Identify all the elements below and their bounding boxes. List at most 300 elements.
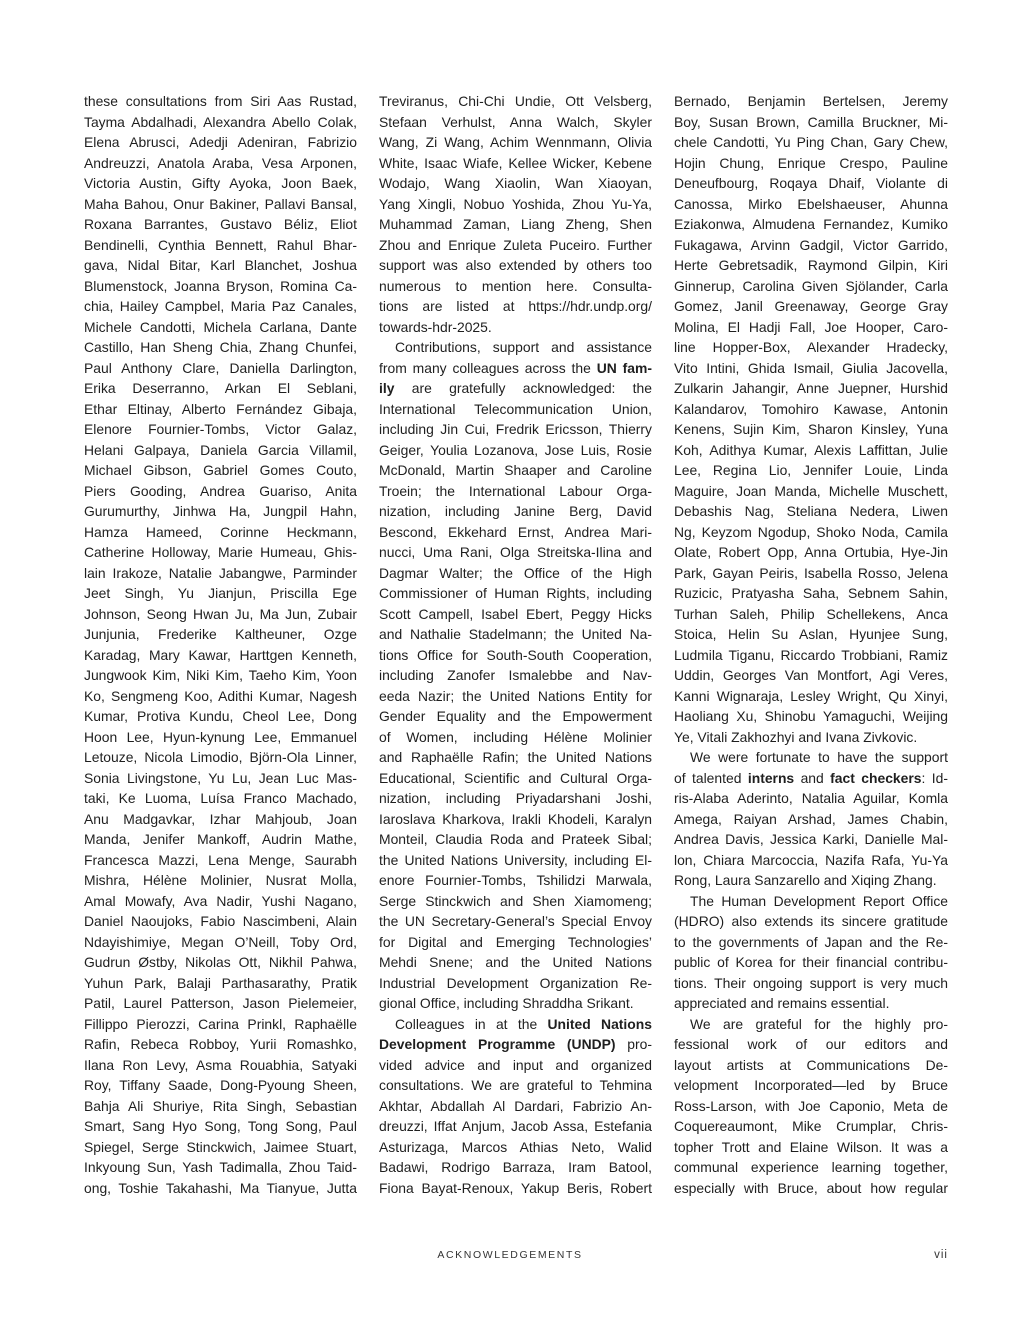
text-line <box>379 993 652 1014</box>
text-line <box>84 378 357 399</box>
text-line <box>84 460 357 481</box>
text-segment: Iaroslava Kharkova, Irakli Khodeli, Karalyn <box>379 810 652 827</box>
text-line <box>674 173 948 194</box>
text-segment: for Digital and Emerging Technologies’ <box>379 933 652 950</box>
text-segment: Maguire, Joan Manda, Michelle Muschett, <box>674 482 948 499</box>
text-segment: Jungwook Kim, Niki Kim, Taeho Kim, Yoon <box>84 667 357 683</box>
text-segment: Letouze, Nicola Limodio, Björn-Ola Linner, <box>84 749 357 765</box>
text-segment: Troein; the International Labour Orga- <box>379 482 652 499</box>
text-segment: Lee, Regina Lio, Jennifer Louie, Linda <box>674 462 948 478</box>
text-segment: and Raphaëlle Rafin; the United Nations <box>379 749 652 765</box>
text-line <box>674 522 948 543</box>
text-line <box>674 624 948 645</box>
text-segment: the UN Secretary-General’s Special Envoy <box>379 913 652 929</box>
text-line <box>84 624 357 645</box>
text-line <box>674 686 948 707</box>
text-line <box>379 583 652 604</box>
text-line <box>379 624 652 645</box>
text-line <box>674 1157 948 1178</box>
text-line <box>84 358 357 379</box>
text-line <box>674 829 948 850</box>
text-line <box>379 768 652 789</box>
text-segment: : Id- <box>921 769 948 786</box>
text-segment: Contributions, support and assistance <box>395 339 652 355</box>
bold-text-segment: United Nations <box>547 1015 652 1032</box>
text-segment: Patil, Laurel Patterson, Jason Pielemeier, <box>84 995 357 1011</box>
text-line <box>674 604 948 625</box>
text-segment: Gudrun Østby, Nikolas Ott, Nikhil Pahwa, <box>84 954 357 970</box>
text-segment: Erika Deserranno, Arkan El Seblani, <box>84 380 357 396</box>
text-segment: velopment Incorporated—led by Bruce <box>674 1077 948 1093</box>
text-segment: appreciated and remains essential. <box>674 995 890 1011</box>
text-line <box>674 255 948 276</box>
text-line <box>674 1055 948 1076</box>
text-segment: Catherine Holloway, Marie Humeau, Ghis- <box>84 544 357 560</box>
text-line <box>674 1116 948 1137</box>
text-line <box>674 645 948 666</box>
text-line <box>84 809 357 830</box>
text-segment: Ilana Ron Levy, Asma Rouabhia, Satyaki <box>84 1056 357 1073</box>
bold-text-segment: ily <box>379 380 395 396</box>
text-segment: Maha Bahou, Onur Bakiner, Pallavi Bansal, <box>84 195 357 212</box>
text-segment: Educational, Scientific and Cultural Orga- <box>379 769 652 786</box>
text-segment: International Telecommunication Union, <box>379 400 652 417</box>
text-line <box>84 686 357 707</box>
text-line <box>84 1034 357 1055</box>
text-line <box>674 911 948 932</box>
text-line <box>379 460 652 481</box>
text-segment: Smart, Sang Hyo Song, Tong Song, Paul <box>84 1118 357 1134</box>
text-line <box>379 542 652 563</box>
text-line <box>84 665 357 686</box>
text-segment: Eziakonwa, Almudena Fernandez, Kumiko <box>674 216 948 232</box>
text-line <box>379 132 652 153</box>
text-segment: Tayma Abdalhadi, Alexandra Abello Colak, <box>84 113 357 130</box>
text-line <box>379 419 652 440</box>
text-segment: Uddin, Georges Van Montfort, Agi Veres, <box>674 667 948 683</box>
text-line <box>84 296 357 317</box>
text-segment: gava, Nidal Bitar, Karl Blanchet, Joshua <box>84 257 357 273</box>
text-line <box>674 296 948 317</box>
text-line <box>84 1096 357 1117</box>
text-line <box>84 1116 357 1137</box>
text-segment: Kenens, Sujin Kim, Sharon Kinsley, Yuna <box>674 421 948 437</box>
text-line <box>674 583 948 604</box>
text-line <box>379 1014 652 1035</box>
text-segment: Spiegel, Serge Stinckwich, Jaimee Stuart, <box>84 1138 357 1155</box>
text-line <box>379 1157 652 1178</box>
text-line <box>84 255 357 276</box>
text-line <box>379 870 652 891</box>
text-line <box>379 1034 652 1055</box>
text-line <box>84 419 357 440</box>
text-segment: Herte Gebretsadik, Raymond Gilpin, Kiri <box>674 257 948 273</box>
text-segment: ong, Toshie Takahashi, Ma Tianyue, Jutta <box>84 1179 357 1196</box>
text-line <box>379 173 652 194</box>
text-line <box>674 419 948 440</box>
text-line <box>84 1075 357 1096</box>
text-line <box>674 665 948 686</box>
text-segment: Sonia Livingstone, Yu Lu, Jean Luc Mas- <box>84 769 357 786</box>
text-line <box>84 522 357 543</box>
text-line <box>674 1178 948 1199</box>
text-line <box>674 809 948 830</box>
text-segment: Bendinelli, Cynthia Bennett, Rahul Bhar- <box>84 236 357 253</box>
text-line <box>84 214 357 235</box>
text-line <box>674 337 948 358</box>
text-line <box>84 973 357 994</box>
text-segment: Elena Abrusci, Adedji Adeniran, Fabrizio <box>84 134 357 150</box>
text-segment: public of Korea for their financial contribu- <box>674 954 948 970</box>
text-segment: Amega, Raiyan Arshad, James Chabin, <box>674 810 948 827</box>
text-segment: Rafin, Rebeca Robboy, Yurii Romashko, <box>84 1036 357 1052</box>
text-line <box>379 747 652 768</box>
text-segment: Monteil, Claudia Roda and Prateek Sibal; <box>379 831 652 847</box>
text-line <box>84 850 357 871</box>
text-segment: Park, Gayan Peiris, Isabella Rosso, Jelena <box>674 564 948 581</box>
text-line <box>379 850 652 871</box>
text-line <box>379 501 652 522</box>
text-segment: lon, Chiara Marcoccia, Nazifa Rafa, Yu-Ya <box>674 851 948 868</box>
text-segment: Dagmar Walter; the Office of the High <box>379 564 652 581</box>
text-line <box>674 112 948 133</box>
text-segment: Rong, Laura Sanzarello and Xiqing Zhang. <box>674 872 937 888</box>
text-line <box>379 952 652 973</box>
bold-text-segment: Development Programme (UNDP) <box>379 1036 616 1052</box>
text-segment: Gurumurthy, Jinhwa Ha, Jungpil Hahn, <box>84 503 357 519</box>
text-segment: Mehdi Snene; and the United Nations <box>379 954 652 970</box>
text-line <box>84 911 357 932</box>
text-segment: Hamza Hameed, Corinne Heckmann, <box>84 523 357 540</box>
text-segment: Roy, Tiffany Saade, Dong-Pyoung Sheen, <box>84 1077 357 1093</box>
text-segment: Serge Stinckwich and Shen Xiamomeng; <box>379 892 652 909</box>
text-line <box>379 378 652 399</box>
text-segment: Wang, Zi Wang, Achim Wennmann, Olivia <box>379 134 652 150</box>
text-segment: Anu Madgavkar, Izhar Mahjoub, Joan <box>84 810 357 827</box>
text-line <box>84 173 357 194</box>
text-line <box>84 563 357 584</box>
text-segment: nization, including Janine Berg, David <box>379 503 652 519</box>
text-line <box>84 829 357 850</box>
text-segment: Andreuzzi, Anatola Araba, Vesa Arponen, <box>84 154 357 171</box>
text-line <box>379 604 652 625</box>
text-segment: Elenore Fournier-Tombs, Victor Galaz, <box>84 421 357 437</box>
text-segment: Yang Xingli, Nobuo Yoshida, Zhou Yu-Ya, <box>379 195 652 212</box>
text-line <box>84 1055 357 1076</box>
text-segment: Fillippo Pierozzi, Carina Prinkl, Raphaëlle <box>84 1015 357 1032</box>
text-line <box>84 932 357 953</box>
text-segment: towards-hdr-2025. <box>379 318 492 335</box>
text-segment: Stefaan Verhulst, Anna Walch, Skyler <box>379 113 652 130</box>
text-segment: consultations. We are grateful to Tehmina <box>379 1077 652 1093</box>
text-segment: communal experience learning together, <box>674 1159 948 1175</box>
text-line <box>379 727 652 748</box>
text-line <box>84 788 357 809</box>
text-segment: Ross-Larson, with Joe Caponio, Meta de <box>674 1097 948 1114</box>
text-segment: Ko, Sengmeng Koo, Adithi Kumar, Nagesh <box>84 687 357 704</box>
text-segment: Kumar, Protiva Kundu, Cheol Lee, Dong <box>84 708 357 724</box>
text-line <box>674 952 948 973</box>
text-line <box>674 276 948 297</box>
text-segment: Roxana Barrantes, Gustavo Béliz, Eliot <box>84 216 357 232</box>
text-segment: and <box>794 769 831 786</box>
text-line <box>84 727 357 748</box>
text-segment: nization, including Priyadarshani Joshi, <box>379 790 652 806</box>
text-segment: lain Irakoze, Natalie Jabangwe, Parminder <box>84 564 357 581</box>
text-line <box>674 440 948 461</box>
text-segment: Turhan Saleh, Philip Schellekens, Anca <box>674 605 948 622</box>
text-line <box>674 399 948 420</box>
text-segment: Geiger, Youlia Lozanova, Jose Luis, Rosie <box>379 441 652 458</box>
text-line <box>379 1055 652 1076</box>
text-segment: Muhammad Zaman, Liang Zheng, Shen <box>379 216 652 232</box>
text-line <box>84 993 357 1014</box>
text-line <box>379 563 652 584</box>
text-segment: Piers Gooding, Andrea Guariso, Anita <box>84 482 357 499</box>
text-segment: support was also extended by others too <box>379 257 652 273</box>
text-segment: Coquereaumont, Mike Crumplar, Chris- <box>674 1118 948 1134</box>
text-line <box>379 91 652 112</box>
text-line <box>84 1137 357 1158</box>
text-line <box>379 665 652 686</box>
page-number: vii <box>934 1249 948 1261</box>
text-line <box>84 440 357 461</box>
text-line <box>84 952 357 973</box>
text-line <box>379 932 652 953</box>
text-segment: Karadag, Mary Kawar, Harttgen Kenneth, <box>84 646 357 663</box>
text-segment: Stoica, Helin Su Aslan, Hyunjee Sung, <box>674 626 948 642</box>
text-segment: of Women, including Hélène Molinier <box>379 728 652 745</box>
text-segment: vided advice and input and organized <box>379 1056 652 1073</box>
text-line <box>379 276 652 297</box>
text-segment: Hojin Chung, Enrique Crespo, Pauline <box>674 154 948 171</box>
text-segment: enore Fournier-Tombs, Tshilidzi Marwala, <box>379 872 652 888</box>
text-line <box>84 1157 357 1178</box>
text-segment: including Jin Cui, Fredrik Ericsson, Thierry <box>379 421 652 437</box>
running-footer-section-title: ACKNOWLEDGEMENTS <box>437 1249 583 1261</box>
text-segment: Castillo, Han Sheng Chia, Zhang Chunfei, <box>84 339 357 355</box>
text-segment: Canossa, Mirko Ebelshaeuser, Ahunna <box>674 195 948 212</box>
text-segment: McDonald, Martin Shaaper and Caroline <box>379 462 652 478</box>
text-segment: Gomez, Janil Greenaway, George Gray <box>674 298 948 314</box>
bold-text-segment: interns <box>747 769 795 786</box>
text-line <box>379 317 652 338</box>
text-segment: Akhtar, Abdallah Al Dardari, Fabrizio An- <box>379 1097 652 1114</box>
text-segment: topher Trott and Elaine Wilson. It was a <box>674 1138 948 1155</box>
text-line <box>84 706 357 727</box>
text-segment: Ye, Vitali Zakhozhyi and Ivana Zivkovic. <box>674 728 918 745</box>
text-segment: Amal Mowafy, Ava Nadir, Yushi Nagano, <box>84 892 357 909</box>
text-line <box>674 563 948 584</box>
text-segment: fessional work of our editors and <box>674 1036 948 1052</box>
text-line <box>84 604 357 625</box>
text-line <box>84 194 357 215</box>
text-segment: Deneufbourg, Roqaya Dhaif, Violante di <box>674 175 948 191</box>
text-segment: taki, Ke Luoma, Luísa Franco Machado, <box>84 790 357 806</box>
text-line <box>674 317 948 338</box>
text-line <box>674 542 948 563</box>
text-segment: eeda Nazir; the United Nations Entity for <box>379 687 652 704</box>
text-line <box>84 337 357 358</box>
text-line <box>674 727 948 748</box>
text-line <box>379 645 652 666</box>
text-segment: nucci, Uma Rani, Olga Streitska-Ilina and <box>379 544 652 560</box>
text-segment: of talented <box>674 769 748 786</box>
text-line <box>379 399 652 420</box>
text-line <box>379 440 652 461</box>
text-segment: Paul Anthony Clare, Daniella Darlington, <box>84 359 357 376</box>
text-segment: Bescond, Ekkehard Ernst, Andrea Mari- <box>379 523 652 540</box>
text-line <box>379 255 652 276</box>
text-segment: Badawi, Rodrigo Barraza, Iram Batool, <box>379 1159 652 1175</box>
text-segment: are gratefully acknowledged: the <box>394 380 652 396</box>
text-segment: The Human Development Report Office <box>690 892 948 909</box>
text-segment: line Hopper-Box, Alexander Hradecky, <box>674 339 948 355</box>
text-segment: Koh, Adithya Kumar, Alexis Laffittan, Julie <box>674 441 948 458</box>
text-segment: Colleagues in at the <box>395 1015 548 1032</box>
text-segment: Treviranus, Chi-Chi Undie, Ott Velsberg, <box>379 93 652 109</box>
text-line <box>379 1075 652 1096</box>
text-segment: Fiona Bayat-Renoux, Yakup Beris, Robert <box>379 1179 652 1196</box>
text-line <box>84 91 357 112</box>
text-line <box>379 358 652 379</box>
text-line <box>379 296 652 317</box>
text-line <box>84 276 357 297</box>
text-segment: Ginnerup, Carolina Given Sjölander, Carla <box>674 277 948 294</box>
text-line <box>674 993 948 1014</box>
text-segment: chia, Hailey Campbel, Maria Paz Canales, <box>84 298 357 314</box>
text-line <box>674 768 948 789</box>
text-line <box>379 809 652 830</box>
text-line <box>674 788 948 809</box>
text-line <box>84 153 357 174</box>
text-line <box>84 317 357 338</box>
text-line <box>674 501 948 522</box>
text-segment: Debashis Nag, Steliana Nedera, Liwen <box>674 503 948 519</box>
text-line <box>84 481 357 502</box>
text-segment: tions Office for South-South Cooperation, <box>379 646 652 663</box>
text-segment: pro- <box>615 1036 652 1052</box>
text-segment: Andrea Davis, Jessica Karki, Danielle Mal- <box>674 831 948 847</box>
text-line <box>379 973 652 994</box>
text-line <box>379 481 652 502</box>
text-segment: Industrial Development Organization Re- <box>379 974 652 991</box>
text-line <box>674 747 948 768</box>
text-line <box>84 399 357 420</box>
text-segment: ris-Alaba Aderinto, Natalia Aguilar, Komla <box>674 790 948 806</box>
text-segment: Scott Campell, Isabel Ebert, Peggy Hicks <box>379 605 652 622</box>
text-line <box>379 1096 652 1117</box>
text-line <box>674 870 948 891</box>
text-line <box>84 235 357 256</box>
text-line <box>379 686 652 707</box>
text-line <box>674 973 948 994</box>
text-segment: Michael Gibson, Gabriel Gomes Couto, <box>84 462 357 478</box>
text-segment: Haoliang Xu, Shinobu Yamaguchi, Weijing <box>674 708 948 724</box>
text-segment: Junjunia, Frederike Kaltheuner, Ozge <box>84 626 357 642</box>
text-line <box>674 132 948 153</box>
text-line <box>379 235 652 256</box>
text-segment: Mishra, Hélène Molinier, Nusrat Molla, <box>84 872 357 888</box>
text-column-left <box>84 91 357 1198</box>
text-line <box>84 747 357 768</box>
text-segment: Ethar Eltinay, Alberto Fernández Gibaja, <box>84 400 357 417</box>
text-line <box>674 460 948 481</box>
text-line <box>674 91 948 112</box>
text-line <box>674 891 948 912</box>
text-segment: Ndayishimiye, Megan O’Neill, Toby Ord, <box>84 933 357 950</box>
text-segment: Yuhun Park, Balaji Parthasarathy, Pratik <box>84 974 357 991</box>
text-segment: Kalandarov, Tomohiro Kawase, Antonin <box>674 400 948 417</box>
text-segment: Zulkarin Jahangir, Anne Juepner, Hurshid <box>674 380 948 396</box>
text-segment: Commissioner of Human Rights, including <box>379 585 652 601</box>
text-segment: (HDRO) also extends its sincere gratitude <box>674 913 948 929</box>
text-line <box>84 768 357 789</box>
text-line <box>84 112 357 133</box>
text-line <box>674 214 948 235</box>
text-segment: White, Isaac Wiafe, Kellee Wicker, Kebene <box>379 154 652 171</box>
text-line <box>674 358 948 379</box>
text-segment: numerous to mention here. Consulta- <box>379 277 652 294</box>
text-line <box>674 1137 948 1158</box>
text-line <box>84 870 357 891</box>
text-line <box>674 378 948 399</box>
text-segment: including Zanofer Ismalebbe and Nav- <box>379 667 652 683</box>
text-line <box>379 891 652 912</box>
text-segment: We are grateful for the highly pro- <box>690 1015 948 1032</box>
text-segment: especially with Bruce, about how regular <box>674 1179 948 1196</box>
text-segment: and Nathalie Stadelmann; the United Na- <box>379 626 652 642</box>
text-segment: Ludmila Tiganu, Riccardo Trobbiani, Ramiz <box>674 646 948 663</box>
text-segment: Michele Candotti, Michela Carlana, Dante <box>84 318 357 335</box>
text-segment: gional Office, including Shraddha Srikant. <box>379 995 634 1011</box>
bold-text-segment: UN fam- <box>596 359 652 376</box>
text-column-right <box>674 91 948 1198</box>
text-line <box>379 153 652 174</box>
text-segment: Manda, Jenifer Mankoff, Audrin Mathe, <box>84 831 357 847</box>
text-segment: dreuzzi, Iffat Anjum, Jacob Assa, Estefania <box>379 1118 652 1134</box>
text-segment: chele Candotti, Yu Ping Chan, Gary Chew, <box>674 134 948 150</box>
text-line <box>84 583 357 604</box>
text-segment: these consultations from Siri Aas Rustad, <box>84 93 357 109</box>
text-line <box>84 132 357 153</box>
text-line <box>379 522 652 543</box>
text-segment: Helani Galpaya, Daniela Garcia Villamil, <box>84 441 357 458</box>
text-line <box>674 706 948 727</box>
text-segment: layout artists at Communications De- <box>674 1056 948 1073</box>
text-segment: Ruzicic, Pratyasha Saha, Sebnem Sahin, <box>674 585 948 601</box>
text-segment: to the governments of Japan and the Re- <box>674 933 948 950</box>
text-line <box>379 1178 652 1199</box>
text-line <box>84 891 357 912</box>
text-line <box>379 337 652 358</box>
text-line <box>379 112 652 133</box>
text-line <box>84 645 357 666</box>
text-line <box>674 481 948 502</box>
text-segment: Vito Intini, Ghida Ismail, Giulia Jacovella, <box>674 359 948 376</box>
text-segment: Zhou and Enrique Zuleta Puceiro. Further <box>379 236 652 253</box>
text-line <box>674 1096 948 1117</box>
text-segment: We were fortunate to have the support <box>690 749 948 765</box>
text-line <box>379 911 652 932</box>
text-segment: Olate, Robert Opp, Anna Ortubia, Hye-Jin <box>674 544 948 560</box>
text-segment: Bahja Ali Shuriye, Rita Singh, Sebastian <box>84 1097 357 1114</box>
text-segment: Molina, El Hadji Fall, Joe Hooper, Caro- <box>674 318 948 335</box>
text-segment: the United Nations University, including El- <box>379 851 652 868</box>
text-line <box>379 706 652 727</box>
text-line <box>379 1137 652 1158</box>
text-line <box>674 194 948 215</box>
